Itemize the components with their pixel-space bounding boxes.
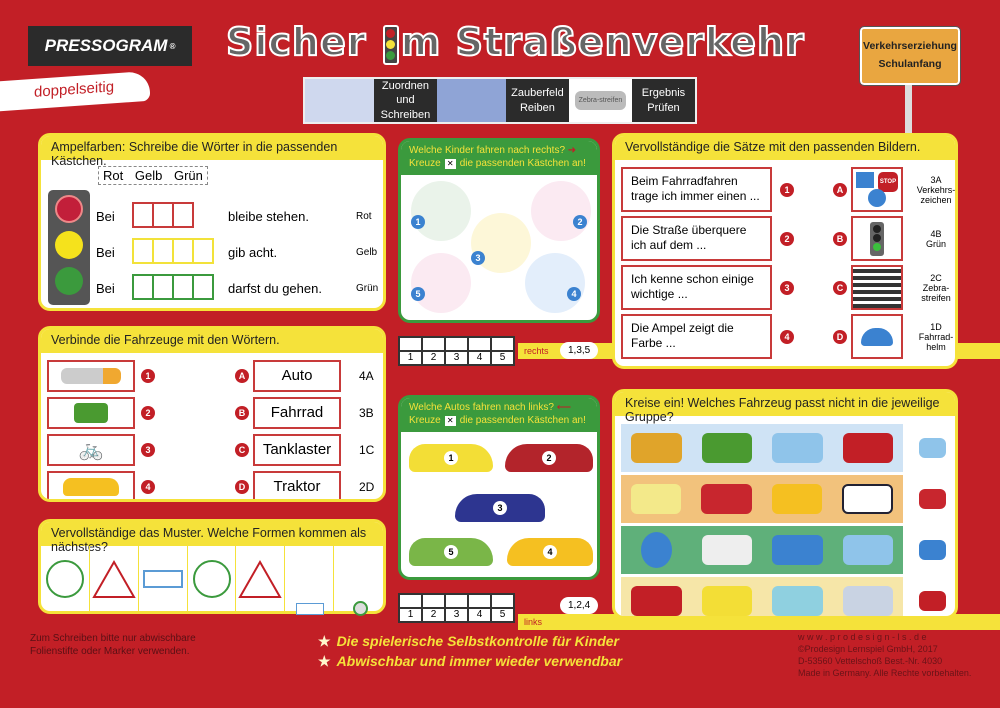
arrow-left-icon: ⟵ — [556, 402, 572, 413]
vehicle-group-row — [621, 526, 956, 574]
triangle-shape — [236, 546, 285, 612]
green-traffic-light-icon — [851, 216, 903, 261]
sign-line-2: Schulanfang — [878, 58, 942, 70]
bicycle-icon — [772, 586, 823, 616]
num-badge: 2 — [780, 232, 794, 246]
wordbank-gelb: Gelb — [134, 168, 163, 183]
answer-boxes[interactable] — [132, 274, 228, 303]
school-bus-icon — [772, 484, 822, 514]
letter-badge: D — [235, 480, 249, 494]
word-box: Tanklaster — [253, 434, 341, 466]
letter-badge: D — [833, 330, 847, 344]
answer-oval: 1,3,5 — [560, 342, 598, 359]
answer-boxes[interactable] — [132, 238, 228, 267]
sentence-box: Die Straße überquere ich auf dem ... — [621, 216, 772, 261]
star-icon: ★ — [318, 633, 331, 649]
autos-heading — [401, 398, 597, 432]
x-mark-icon: ✕ — [445, 159, 456, 169]
sentence-column — [621, 165, 794, 361]
page-title — [226, 20, 805, 65]
registered-mark: ® — [169, 41, 176, 51]
kreise-panel — [612, 389, 958, 619]
helicopter-icon — [772, 433, 823, 463]
heading-line-2b: die passenden Kästchen an! — [459, 158, 586, 169]
rubbing-finger-icon — [437, 79, 506, 122]
answer-code: 4A — [359, 368, 374, 383]
child-bike-4-icon: 4 — [525, 253, 585, 313]
airplane-icon — [843, 535, 893, 565]
heading-line-2a: Kreuze — [409, 158, 441, 169]
title-word-strassenverkehr: Straßenverkehr — [455, 20, 805, 64]
autos-answer-grid[interactable]: 1 2 3 4 5 — [398, 593, 515, 623]
wordbank — [98, 166, 208, 185]
group-strip — [621, 475, 903, 523]
pattern-row — [41, 546, 383, 612]
sentence-box: Ich kenne schon einige wichtige ... — [621, 265, 772, 310]
doppelseitig-ribbon — [0, 71, 150, 111]
rectangle-shape — [139, 546, 188, 612]
answer-convertible-icon — [919, 540, 946, 560]
answer-oval: 1,2,4 — [560, 597, 598, 614]
heading-line-1: Welche Autos fahren nach links? — [409, 402, 554, 413]
answer-ship-icon — [919, 591, 946, 611]
answer-tram-icon — [919, 489, 946, 509]
wordbank-rot: Rot — [103, 168, 124, 183]
ampel-panel — [38, 133, 386, 311]
motorcycle-icon — [702, 586, 753, 616]
touring-motorcycle-icon — [843, 586, 894, 616]
police-car-icon — [842, 484, 893, 514]
num-badge: 3 — [141, 443, 155, 457]
num-badge: 2 — [141, 406, 155, 420]
row-prefix: Bei — [96, 244, 115, 260]
group-strip — [621, 424, 903, 472]
row-answer: Rot — [356, 210, 372, 222]
hot-air-balloon-icon — [641, 532, 672, 568]
writing-hand-icon — [305, 79, 374, 122]
vehicle-column — [47, 357, 155, 502]
answer-code: 1C — [359, 442, 375, 457]
footer-slogans — [318, 631, 622, 671]
star-icon: ★ — [318, 653, 331, 669]
answer-boxes[interactable] — [132, 202, 228, 231]
muster-heading: Vervollständige das Muster. Welche Formen kommen als nächstes? — [41, 522, 383, 546]
ribbon-text: doppelseitig — [34, 78, 115, 101]
saetze-heading: Vervollständige die Sätze mit den passenden Bildern. — [615, 136, 955, 160]
kinder-answer-grid[interactable]: 1 2 3 4 5 — [398, 336, 515, 366]
ampel-row-rot — [96, 198, 381, 234]
saetze-panel — [612, 133, 958, 369]
zebra-crossing-icon — [851, 265, 903, 310]
imprint-url: w w w . p r o d e s i g n - l s . d e — [798, 632, 927, 642]
answer-helicopter-icon — [919, 438, 946, 458]
group-strip — [621, 526, 903, 574]
footer-note-line-2: Folienstifte oder Marker verwenden. — [30, 646, 190, 657]
row-suffix: bleibe stehen. — [228, 208, 309, 224]
picture-answer: 2C Zebra-streifen — [921, 272, 951, 303]
taxi-4-icon: 4 — [507, 538, 593, 566]
group-strip — [621, 577, 903, 619]
ampel-rows — [96, 198, 381, 306]
num-badge: 1 — [141, 369, 155, 383]
autos-panel — [398, 395, 600, 580]
taxi-icon — [47, 471, 135, 503]
num-badge: 4 — [780, 330, 794, 344]
car-1-icon: 1 — [409, 444, 493, 472]
footer-note — [30, 632, 196, 658]
ambulance-icon — [631, 484, 681, 514]
row-suffix: darfst du gehen. — [228, 280, 322, 296]
sentence-box: Beim Fahrradfahren trage ich immer einen ... — [621, 167, 772, 212]
heading-line-2b: die passenden Kästchen an! — [459, 415, 586, 426]
kinder-panel — [398, 138, 600, 323]
howto-step-zuordnen: Zuordnen und Schreiben — [380, 80, 431, 121]
car-5-icon: 5 — [409, 538, 493, 566]
vehicle-group-row — [621, 475, 956, 523]
kreise-heading: Kreise ein! Welches Fahrzeug passt nicht in die jeweilige Gruppe? — [615, 392, 955, 416]
row-answer: Grün — [356, 282, 379, 294]
letter-badge: A — [833, 183, 847, 197]
howto-step-ergebnis: Ergebnis Prüfen — [641, 87, 686, 114]
row-suffix: gib acht. — [228, 244, 278, 260]
child-bike-5-icon: 5 — [411, 253, 471, 313]
heading-line-2a: Kreuze — [409, 415, 441, 426]
circle-shape — [41, 546, 90, 612]
muster-panel — [38, 519, 386, 614]
direction-tag-rechts: rechts — [518, 343, 1000, 359]
traffic-light-icon — [48, 190, 90, 305]
x-mark-icon: ✕ — [445, 416, 456, 426]
pressogram-logo — [28, 26, 192, 66]
arrow-right-icon: ➜ — [567, 145, 577, 156]
answer-code: 3B — [359, 405, 374, 420]
slogan-2: Abwischbar und immer wieder verwendbar — [336, 653, 623, 669]
word-box: Traktor — [253, 471, 341, 503]
num-badge: 3 — [780, 281, 794, 295]
rocket-icon — [702, 535, 752, 565]
imprint-address: D-53560 Vettelschoß Best.-Nr. 4030 — [798, 656, 943, 666]
sign-pole — [905, 85, 912, 135]
ship-icon — [631, 586, 682, 616]
word-box: Auto — [253, 360, 341, 392]
child-bike-1-icon: 1 — [411, 181, 471, 241]
imprint-rights: Made in Germany. Alle Rechte vorbehalten. — [798, 668, 972, 678]
title-word-sicher: Sicher — [226, 20, 367, 64]
letter-badge: C — [235, 443, 249, 457]
verbinde-panel — [38, 326, 386, 502]
dump-truck-icon — [631, 433, 682, 463]
direction-tag-links: links — [518, 614, 1000, 630]
sentence-box: Die Ampel zeigt die Farbe ... — [621, 314, 772, 359]
howto-step-zauberfeld: Zauberfeld Reiben — [511, 87, 564, 114]
letter-badge: B — [235, 406, 249, 420]
kinder-heading — [401, 141, 597, 175]
town-sign — [860, 27, 960, 85]
wordbank-gruen: Grün — [173, 168, 203, 183]
answer-code: 2D — [359, 479, 375, 494]
tractor-icon — [47, 397, 135, 429]
vehicle-group-row — [621, 424, 956, 472]
kreise-rows — [621, 424, 956, 619]
triangle-shape — [90, 546, 139, 612]
row-prefix: Bei — [96, 280, 115, 296]
bike-helmet-icon — [851, 314, 903, 359]
tractor-icon — [702, 433, 753, 463]
heading-line-1: Welche Kinder fahren nach rechts? — [409, 145, 566, 156]
answer-rectangle-icon — [296, 603, 324, 615]
word-column — [235, 357, 374, 502]
circle-shape — [188, 546, 237, 612]
slogan-1: Die spielerische Selbstkontrolle für Kinder — [336, 633, 619, 649]
vehicle-group-row — [621, 577, 956, 619]
picture-answer: 4B Grün — [925, 228, 946, 249]
row-answer: Gelb — [356, 246, 378, 258]
picture-answer: 1D Fahrrad-helm — [918, 321, 954, 352]
word-box: Fahrrad — [253, 397, 341, 429]
footer-imprint — [798, 631, 974, 679]
zebra-field-icon — [569, 79, 632, 122]
ampel-row-gelb — [96, 234, 381, 270]
footer-note-line-1: Zum Schreiben bitte nur abwischbare — [30, 633, 196, 644]
traffic-light-icon — [383, 25, 399, 65]
bicycle-icon: 🚲 — [47, 434, 135, 466]
child-bike-2-icon: 2 — [531, 181, 591, 241]
car-3-icon: 3 — [455, 494, 545, 522]
traffic-signs-icon: STOP — [851, 167, 903, 212]
picture-answer: 3A Verkehrs-zeichen — [916, 174, 956, 205]
verbinde-heading: Verbinde die Fahrzeuge mit den Wörtern. — [41, 329, 383, 353]
ampel-heading: Ampelfarben: Schreibe die Wörter in die passenden Kästchen. — [41, 136, 383, 160]
car-2-icon: 2 — [505, 444, 593, 472]
convertible-icon — [772, 535, 822, 565]
num-badge: 1 — [780, 183, 794, 197]
brand-text: PRESSOGRAM — [44, 36, 168, 55]
picture-column — [833, 165, 958, 361]
title-word-im: m — [400, 20, 442, 64]
tanker-truck-icon — [47, 360, 135, 392]
letter-badge: A — [235, 369, 249, 383]
zebra-field-label: Zebra-streifen — [575, 91, 627, 110]
num-badge: 4 — [141, 480, 155, 494]
answer-circle-icon — [353, 601, 368, 616]
howto-strip — [303, 77, 697, 124]
box-truck-icon — [843, 433, 894, 463]
sign-line-1: Verkehrserziehung — [863, 40, 957, 52]
letter-badge: B — [833, 232, 847, 246]
row-prefix: Bei — [96, 208, 115, 224]
tram-icon — [701, 484, 751, 514]
letter-badge: C — [833, 281, 847, 295]
imprint-copyright: ©Prodesign Lernspiel GmbH, 2017 — [798, 644, 938, 654]
child-bike-3-icon: 3 — [471, 213, 531, 273]
ampel-row-gruen — [96, 270, 381, 306]
